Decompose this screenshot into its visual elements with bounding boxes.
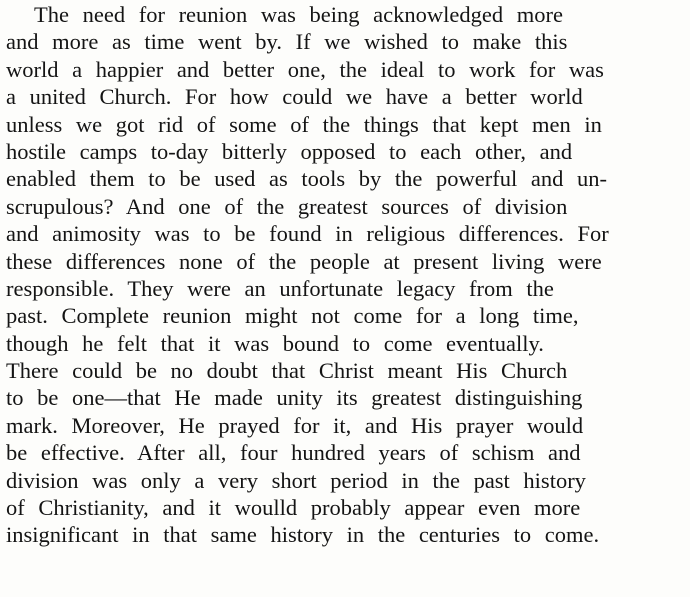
paragraph-line-15: to be one—that He made unity its greatest distinguishing <box>6 385 583 411</box>
paragraph-line-5: unless we got rid of some of the things that kept men in <box>6 111 602 137</box>
paragraph-line-4: a united Church. For how could we have a better world <box>6 84 583 110</box>
paragraph-line-18: division was only a very short period in the past history <box>6 467 586 493</box>
paragraph-line-3: world a happier and better one, the ideal to work for was <box>6 56 604 82</box>
paragraph-line-20: insignificant in that same history in the centuries to come. <box>6 522 600 548</box>
paragraph-line-16: mark. Moreover, He prayed for it, and His prayer would <box>6 412 584 438</box>
paragraph-line-8: scrupulous? And one of the greatest sources of division <box>6 193 568 219</box>
paragraph-line-7: enabled them to be used as tools by the powerful and un- <box>6 166 607 192</box>
paragraph-line-14: There could be no doubt that Christ meant His Church <box>6 358 568 384</box>
paragraph-line-6: hostile camps to-day bitterly opposed to each other, and <box>6 138 573 164</box>
paragraph-line-10: these differences none of the people at present living were <box>6 248 602 274</box>
paragraph-line-11: responsible. They were an unfortunate legacy from the <box>6 275 554 301</box>
paragraph-line-1: The need for reunion was being acknowledged more <box>34 2 563 27</box>
paragraph-line-19: of Christianity, and it woulld probably appear even more <box>6 495 581 521</box>
paragraph-line-13: though he felt that it was bound to come eventually. <box>6 330 544 356</box>
paragraph-line-17: be effective. After all, four hundred years of schism and <box>6 440 581 466</box>
paragraph-line-9: and animosity was to be found in religious differences. For <box>6 221 609 247</box>
paragraph-line-2: and more as time went by. If we wished to make this <box>6 29 568 55</box>
paragraph-line-12: past. Complete reunion might not come for a long time, <box>6 303 579 329</box>
body-paragraph <box>6 1 690 549</box>
